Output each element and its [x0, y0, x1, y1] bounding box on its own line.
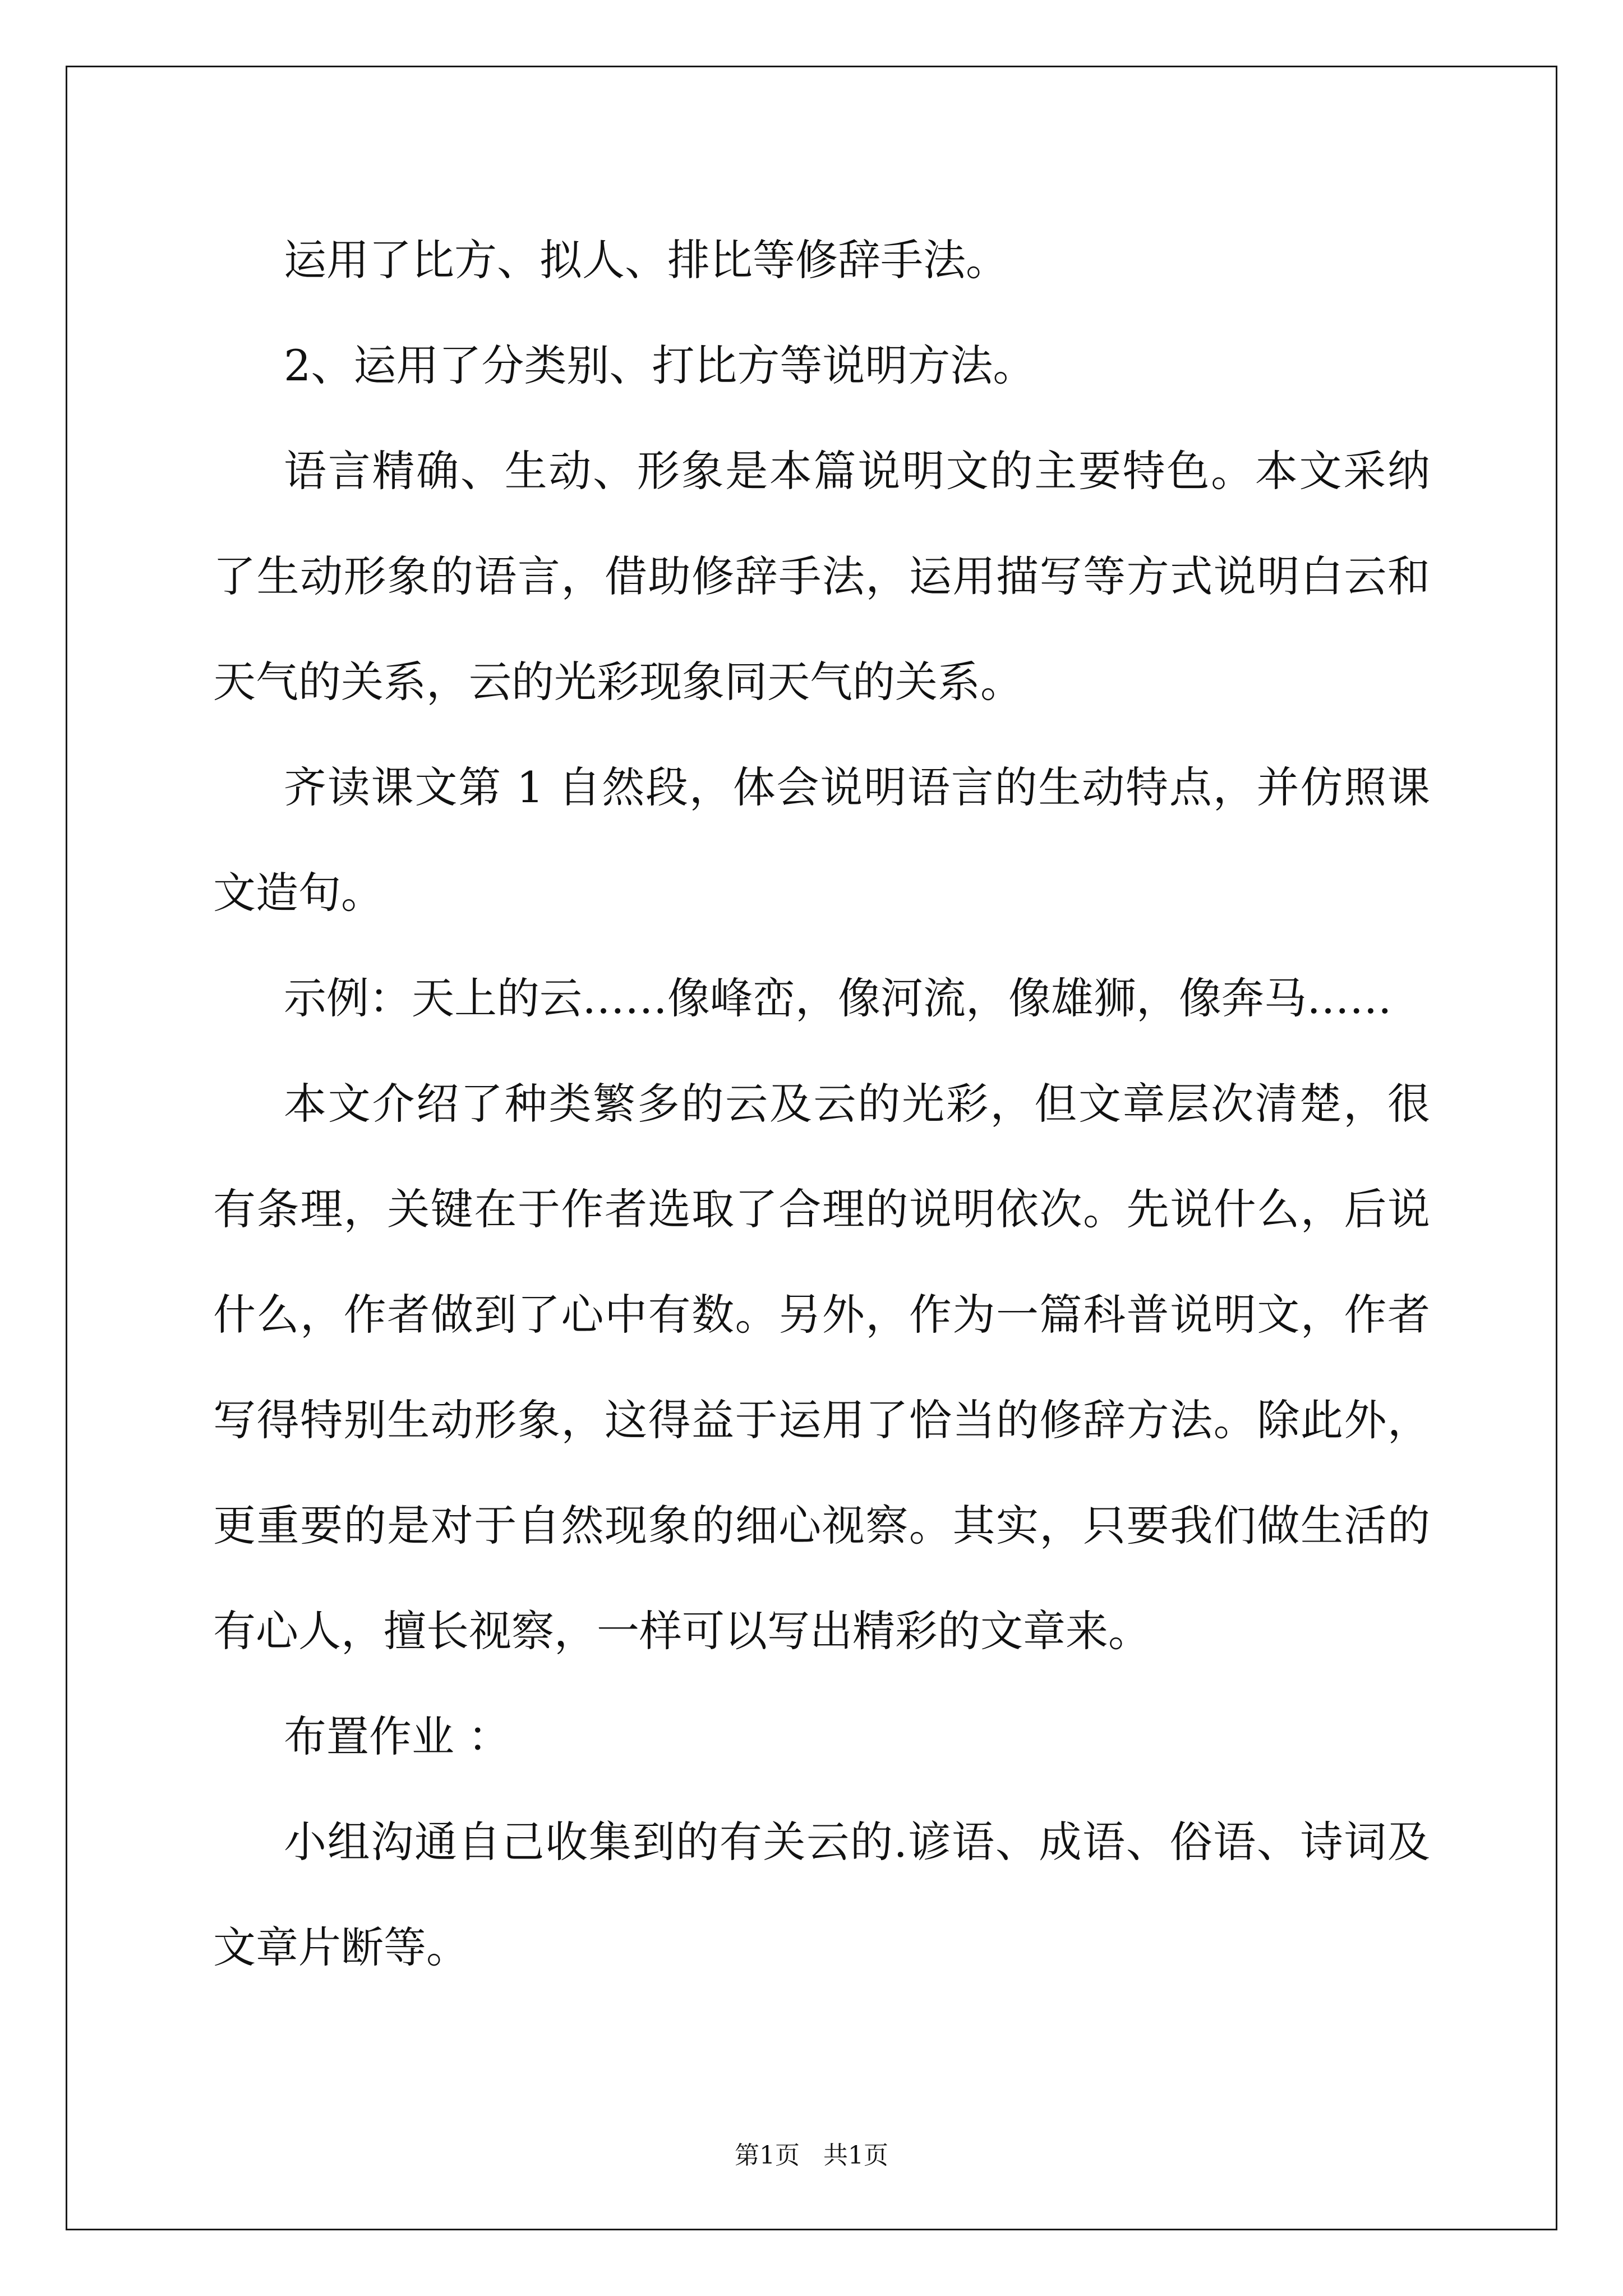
paragraph-4: 齐读课文第 1 自然段，体会说明语言的生动特点，并仿照课文造句。 — [213, 762, 1430, 918]
paragraph-5: 示例：天上的云……像峰峦，像河流，像雄狮，像奔马…… — [284, 973, 1392, 1023]
paragraph-2: 2、运用了分类别、打比方等说明方法。 — [284, 341, 1036, 390]
paragraph-3: 语言精确、生动、形象是本篇说明文的主要特色。本文采纳了生动形象的语言，借助修辞手法，运用描写等方式说明白云和天气的关系，云的光彩现象同天气的关系。 — [213, 446, 1430, 707]
document-body — [213, 208, 1430, 2000]
paragraph-1: 运用了比方、拟人、排比等修辞手法。 — [284, 235, 1008, 285]
paragraph-8: 小组沟通自己收集到的有关云的.谚语、成语、俗语、诗词及文章片断等。 — [213, 1817, 1430, 1972]
paragraph-7: 布置作业 ： — [284, 1711, 511, 1761]
page-footer: 第1页 共1页 — [735, 2141, 888, 2170]
paragraph-6: 本文介绍了种类繁多的云及云的光彩，但文章层次清楚，很有条理，关键在于作者选取了合理的说明依次。先说什么，后说什么，作者做到了心中有数。另外，作为一篇科普说明文，作者写得特别生动形象，这得益于运用了恰当的修辞方法。除此外，更重要的是对于自然现象的细心视察。其实，只要我们做生活的有心人，擅长视察，一样可以写出精彩的文章来。 — [213, 1079, 1430, 1656]
